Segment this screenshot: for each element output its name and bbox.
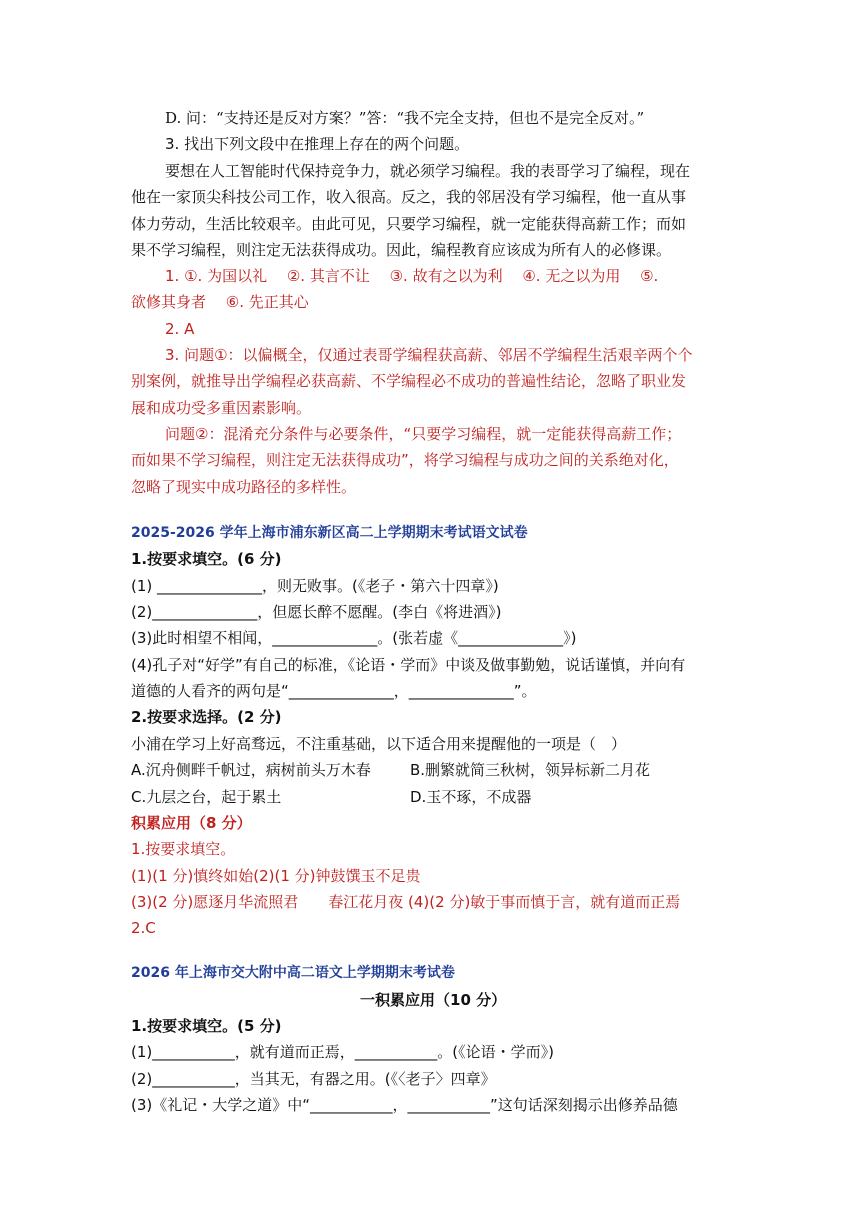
answer-line: (1)(1 分)慎终如始(2)(1 分)钟鼓馔玉不足贵 (131, 867, 421, 885)
option-b: B.删繁就简三秋树，领异标新二月花 (410, 761, 651, 779)
answer-line: 1.按要求填空。 (131, 840, 236, 858)
exam-title: 2025-2026 学年上海市浦东新区高二上学期期末考试语文试卷 (131, 525, 528, 541)
passage-line: 体力劳动，生活比较艰辛。由此可见，只要学习编程，就一定能获得高薪工作；而如 (131, 215, 687, 233)
passage-line: 果不学习编程，则注定无法获得成功。因此，编程教育应该成为所有人的必修课。 (131, 241, 672, 259)
answer-3-line: 3. 问题①：以偏概全，仅通过表哥学编程获高薪、邻居不学编程生活艰辛两个个 (165, 346, 693, 364)
option-d: D.玉不琢，不成器 (410, 788, 532, 806)
answer-1-line-2: 欲修其身者 ⑥. 先正其心 (131, 293, 309, 311)
answer-3-line: 别案例，就推导出学编程必获高薪、不学编程必不成功的普遍性结论，忽略了职业发 (131, 372, 687, 390)
fill-line: (3)《礼记・大学之道》中“___________，___________”这句话深刻揭示出修养品德 (131, 1096, 678, 1114)
answer-heading: 积累应用（8 分） (131, 814, 252, 832)
fill-line: (4)孔子对“好学”有自己的标准，《论语・学而》中谈及做事勤勉，说话谨慎，并向有 (131, 656, 686, 674)
passage-line: 要想在人工智能时代保持竞争力，就必须学习编程。我的表哥学习了编程，现在 (165, 162, 691, 180)
option-a: A.沉舟侧畔千帆过，病树前头万木春 (131, 761, 371, 779)
answer-4-line: 忽略了现实中成功路径的多样性。 (131, 478, 357, 496)
fill-line: (1) ______________，则无败事。(《老子・第六十四章》) (131, 577, 499, 595)
question-3: 3. 找出下列文段中在推理上存在的两个问题。 (165, 135, 470, 153)
exam-title: 2026 年上海市交大附中高二语文上学期期末考试卷 (131, 965, 455, 981)
passage-line: 他在一家顶尖科技公司工作，收入很高。反之，我的邻居没有学习编程，他一直从事 (131, 188, 687, 206)
option-d: D. 问：“支持还是反对方案？”答：“我不完全支持，但也不是完全反对。” (165, 109, 645, 127)
fill-line: (2)______________，但愿长醉不愿醒。(李白《将进酒》) (131, 603, 502, 621)
question-title: 2.按要求选择。(2 分) (131, 708, 282, 726)
answer-4-line: 问题②：混淆充分条件与必要条件，“只要学习编程，就一定能获得高薪工作； (165, 425, 682, 443)
answer-line: (3)(2 分)愿逐月华流照君 春江花月夜 (4)(2 分)敏于事而慎于言，就有道而正焉 (131, 893, 681, 911)
section-subtitle: 一积累应用（10 分） (360, 991, 507, 1009)
question-stem: 小浦在学习上好高骛远，不注重基础，以下适合用来提醒他的一项是（ ） (131, 735, 627, 753)
answer-4-line: 而如果不学习编程，则注定无法获得成功”，将学习编程与成功之间的关系绝对化， (131, 451, 679, 469)
question-title: 1.按要求填空。(5 分) (131, 1017, 282, 1035)
fill-line: (3)此时相望不相闻，______________。(张若虚《______________》) (131, 629, 577, 647)
fill-line: (1)___________，就有道而正焉，___________。(《论语・学而》) (131, 1043, 554, 1061)
answer-line: 2.C (131, 919, 156, 937)
option-c: C.九层之台，起于累土 (131, 788, 282, 806)
question-title: 1.按要求填空。(6 分) (131, 550, 282, 568)
answer-2: 2. A (165, 320, 195, 338)
answer-3-line: 展和成功受多重因素影响。 (131, 399, 312, 417)
fill-line: (2)___________，当其无，有器之用。(《〈老子〉四章》 (131, 1070, 496, 1088)
answer-1-line-1: 1. ①. 为国以礼 ②. 其言不让 ③. 故有之以为利 ④. 无之以为用 ⑤. (165, 267, 659, 285)
fill-line: 道德的人看齐的两句是“______________，______________”。 (131, 682, 537, 700)
